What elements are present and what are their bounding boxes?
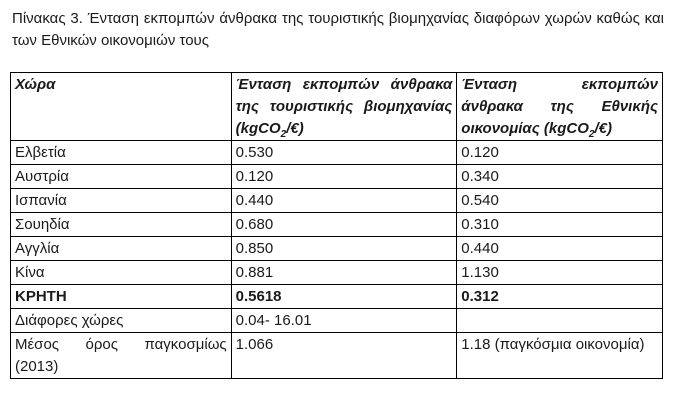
cell-tourism-intensity: 1.066 [231,333,457,379]
cell-tourism-intensity: 0.5618 [231,285,457,309]
table-row [11,237,663,261]
header-national-intensity: Ένταση εκπομπών άνθρακα της Εθνικής οικονομίας (kgCO$_2$/€) [457,73,663,141]
cell-national-intensity: 0.312 [457,285,663,309]
cell-tourism-intensity: 0.881 [231,261,457,285]
cell-country: Ελβετία [11,141,232,165]
cell-country: Μέσος όρος παγκοσμίως (2013) [11,333,232,379]
cell-tourism-intensity: 0.04- 16.01 [231,309,457,333]
table-row [11,141,663,165]
cell-tourism-intensity: 0.530 [231,141,457,165]
cell-national-intensity: 0.120 [457,141,663,165]
header-tourism-intensity: Ένταση εκπομπών άνθρακα της τουριστικής βιομηχανίας (kgCO$_2$/€) [231,73,457,141]
carbon-intensity-table [10,72,663,379]
table-row-highlight [11,285,663,309]
cell-national-intensity: 0.310 [457,213,663,237]
cell-tourism-intensity: 0.850 [231,237,457,261]
cell-country: Αυστρία [11,165,232,189]
cell-national-intensity [457,309,663,333]
cell-national-intensity: 0.340 [457,165,663,189]
table-row [11,213,663,237]
cell-country: ΚΡΗΤΗ [11,285,232,309]
header-country: Χώρα [11,73,232,141]
cell-country: Ισπανία [11,189,232,213]
cell-country: Σουηδία [11,213,232,237]
table-caption: Πίνακας 3. Ένταση εκπομπών άνθρακα της τουριστικής βιομηχανίας διαφόρων χωρών καθώς και των Εθνικών οικονομιών τους [12,10,664,49]
cell-national-intensity: 0.440 [457,237,663,261]
cell-tourism-intensity: 0.680 [231,213,457,237]
cell-national-intensity: 1.130 [457,261,663,285]
cell-tourism-intensity: 0.120 [231,165,457,189]
cell-country: Αγγλία [11,237,232,261]
cell-tourism-intensity: 0.440 [231,189,457,213]
cell-country: Κίνα [11,261,232,285]
table-row [11,261,663,285]
table-header-row [11,73,663,141]
table-row [11,189,663,213]
cell-national-intensity: 1.18 (παγκόσμια οικονομία) [457,333,663,379]
cell-country: Διάφορες χώρες [11,309,232,333]
cell-national-intensity: 0.540 [457,189,663,213]
table-row [11,333,663,379]
table-row [11,165,663,189]
table-row [11,309,663,333]
